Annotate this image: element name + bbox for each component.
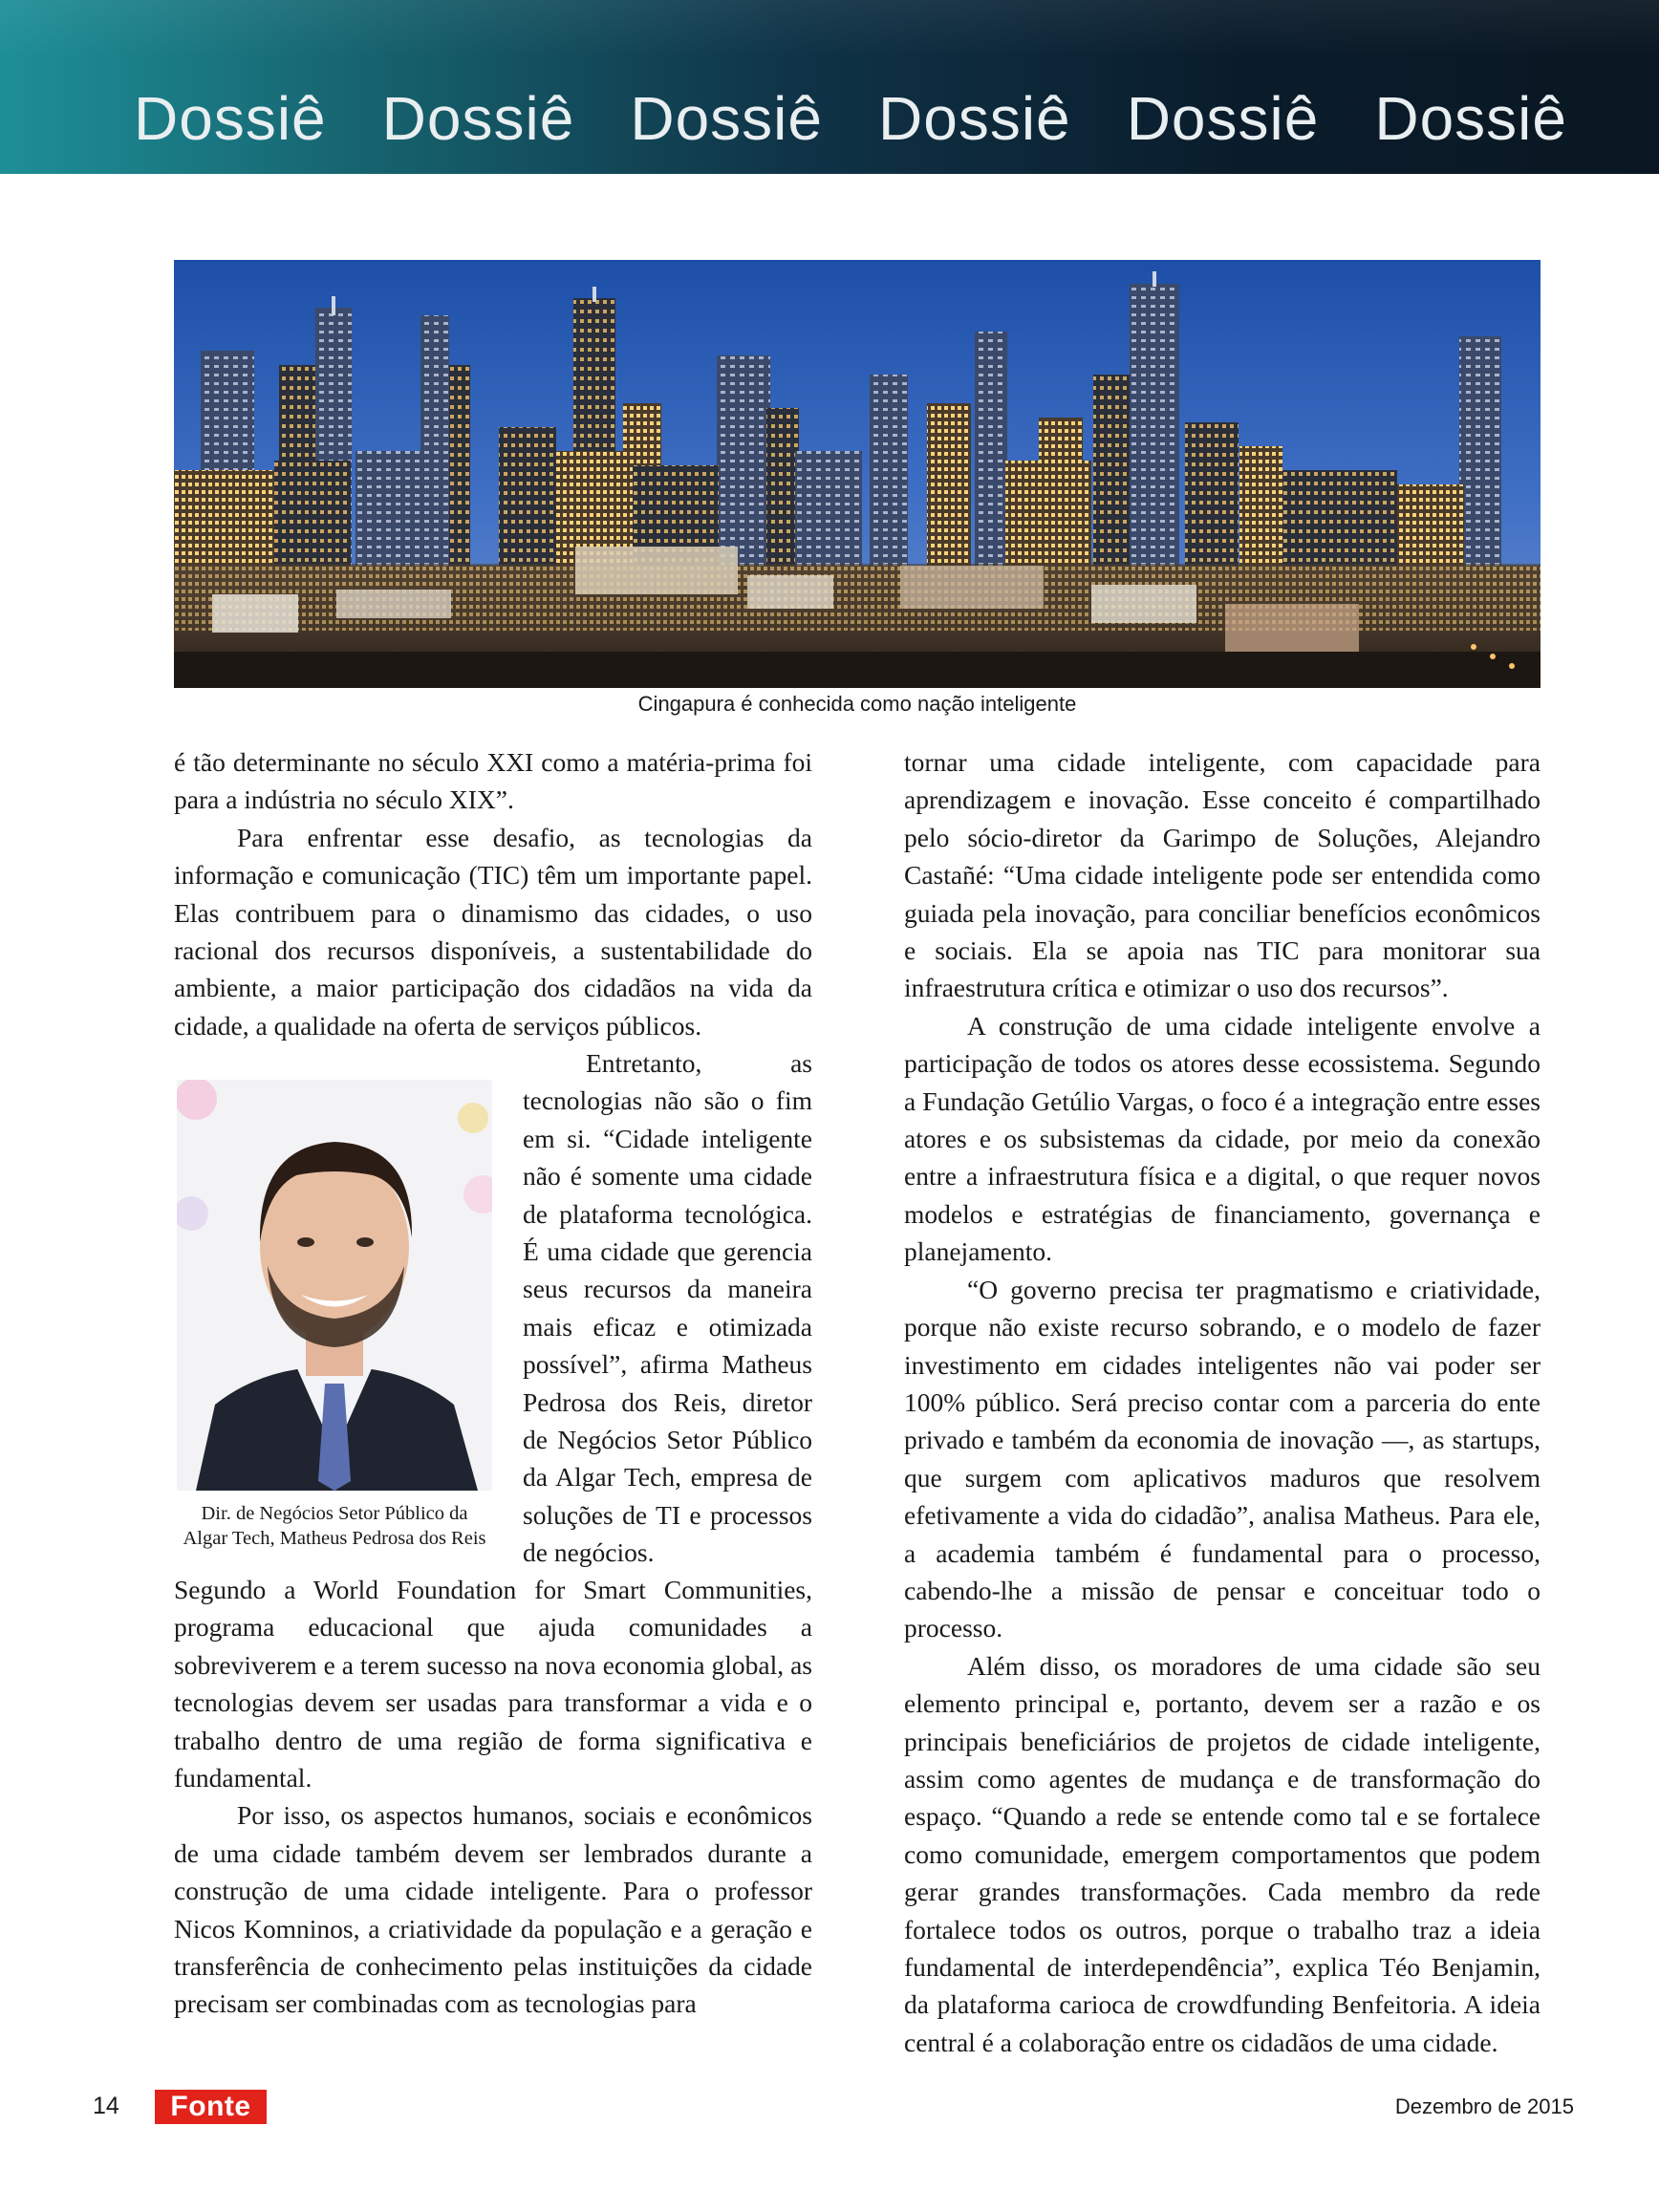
fonte-logo: Fonte — [155, 2090, 267, 2124]
header-sheen — [0, 0, 1659, 57]
article-paragraph: é tão determinante no século XXI como a matéria-prima foi para a indústria no século XIX”. — [174, 747, 812, 815]
article-paragraph: Por isso, os aspectos humanos, sociais e econômicos de uma cidade também devem ser lembrados durante a construção de uma cidade inteligente. Para o professor Nicos Komninos, a criatividade da população e a geração e transferência de conhecimento pelas instituições da cidade precisam ser combinadas com as tecnologias para — [174, 1800, 812, 2019]
matheus-pedrosa-portrait — [177, 1080, 492, 1491]
portrait-caption-line: Algar Tech, Matheus Pedrosa dos Reis — [183, 1528, 486, 1549]
header-word: Dossiê — [1126, 84, 1320, 153]
right-column — [904, 743, 1540, 2061]
article-paragraph: Além disso, os moradores de uma cidade são seu elemento principal e, portanto, devem ser a razão e os principais beneficiários de projetos de cidade inteligente, assim como agentes de mudança e de transformação do espaço. “Quando a rede se entende como tal e se fortalece como comunidade, emergem comportamentos que podem gerar grandes transformações. Cada membro da rede fortalece todos os outros, porque o trabalho traz a ideia fundamental de interdependência”, explica Téo Benjamin, da plataforma carioca de crowdfunding Benfeitoria. A ideia central é a colaboração entre os cidadãos de uma cidade. — [904, 1650, 1540, 2057]
issue-date: Dezembro de 2015 — [1394, 2094, 1574, 2118]
article-paragraph: Entretanto, as tecnologias não são o fim em si. “Cidade inteligente não é somente uma cidade de plataforma tecnológica. É uma cidade que gerencia seus recursos da maneira mais eficaz e otimizada possível”, afirma Matheus Pedrosa dos Reis, diretor de Negócios Setor Público da Algar Tech, empresa de soluções de TI e processos de negócios. — [523, 1048, 812, 1568]
article-paragraph: Segundo a World Foundation for Smart Communities, programa educacional que ajuda comunidades a sobreviverem e a terem sucesso na nova economia global, as tecnologias devem ser usadas para transformar a vida e o trabalho dentro de uma região de forma significativa e fundamental. — [174, 1575, 812, 1793]
page-number: 14 — [93, 2093, 119, 2119]
header-word: Dossiê — [381, 84, 575, 153]
singapore-skyline-photo — [174, 260, 1540, 688]
dossie-header-banner — [0, 0, 1659, 174]
article-paragraph: Para enfrentar esse desafio, as tecnologias da informação e comunicação (TIC) têm um importante papel. Elas contribuem para o dinamismo das cidades, o uso racional dos recursos disponíveis, a sustentabilidade do ambiente, a maior participação dos cidadãos na vida da cidade, a qualidade na oferta de serviços públicos. — [174, 822, 812, 1041]
portrait-caption — [164, 1501, 505, 1551]
article-paragraph: A construção de uma cidade inteligente envolve a participação de todos os atores desse ecossistema. Segundo a Fundação Getúlio Vargas, o foco é a integração entre esses atores e os subsistemas da cidade, por meio da conexão entre a infraestrutura física e a digital, o que requer novos modelos e estratégias de financiamento, governança e planejamento. — [904, 1010, 1540, 1267]
portrait-caption-line: Dir. de Negócios Setor Público da — [201, 1503, 468, 1524]
left-column-top — [174, 743, 812, 1044]
header-word: Dossiê — [630, 84, 823, 153]
left-column-beside-portrait — [523, 1044, 812, 1572]
article-paragraph: tornar uma cidade inteligente, com capacidade para aprendizagem e inovação. Esse conceito é compartilhado pelo sócio-diretor da Garimpo de Soluções, Alejandro Castañé: “Uma cidade inteligente pode ser entendida como guiada pela inovação, para conciliar benefícios econômicos e sociais. Ela se apoia nas TIC para monitorar sua infraestrutura crítica e otimizar o uso dos recursos”. — [904, 747, 1540, 1003]
article-paragraph: “O governo precisa ter pragmatismo e criatividade, porque não existe recurso sobrando, e o modelo de fazer investimento em cidades inteligentes não vai poder ser 100% público. Será preciso contar com a parceria do ente privado e também da economia de inovação —, as startups, que surgem com aplicativos maduros que resolvem efetivamente a vida do cidadão”, analisa Matheus. Para ele, a academia também é fundamental para o processo, cabendo-lhe a missão de pensar e conceituar todo o processo. — [904, 1274, 1540, 1643]
header-word-row — [134, 84, 1567, 153]
header-word: Dossiê — [1374, 84, 1567, 153]
header-word: Dossiê — [878, 84, 1071, 153]
left-column-bottom — [174, 1571, 812, 2023]
header-word: Dossiê — [134, 84, 327, 153]
hero-caption: Cingapura é conhecida como nação inteligente — [637, 692, 1077, 716]
